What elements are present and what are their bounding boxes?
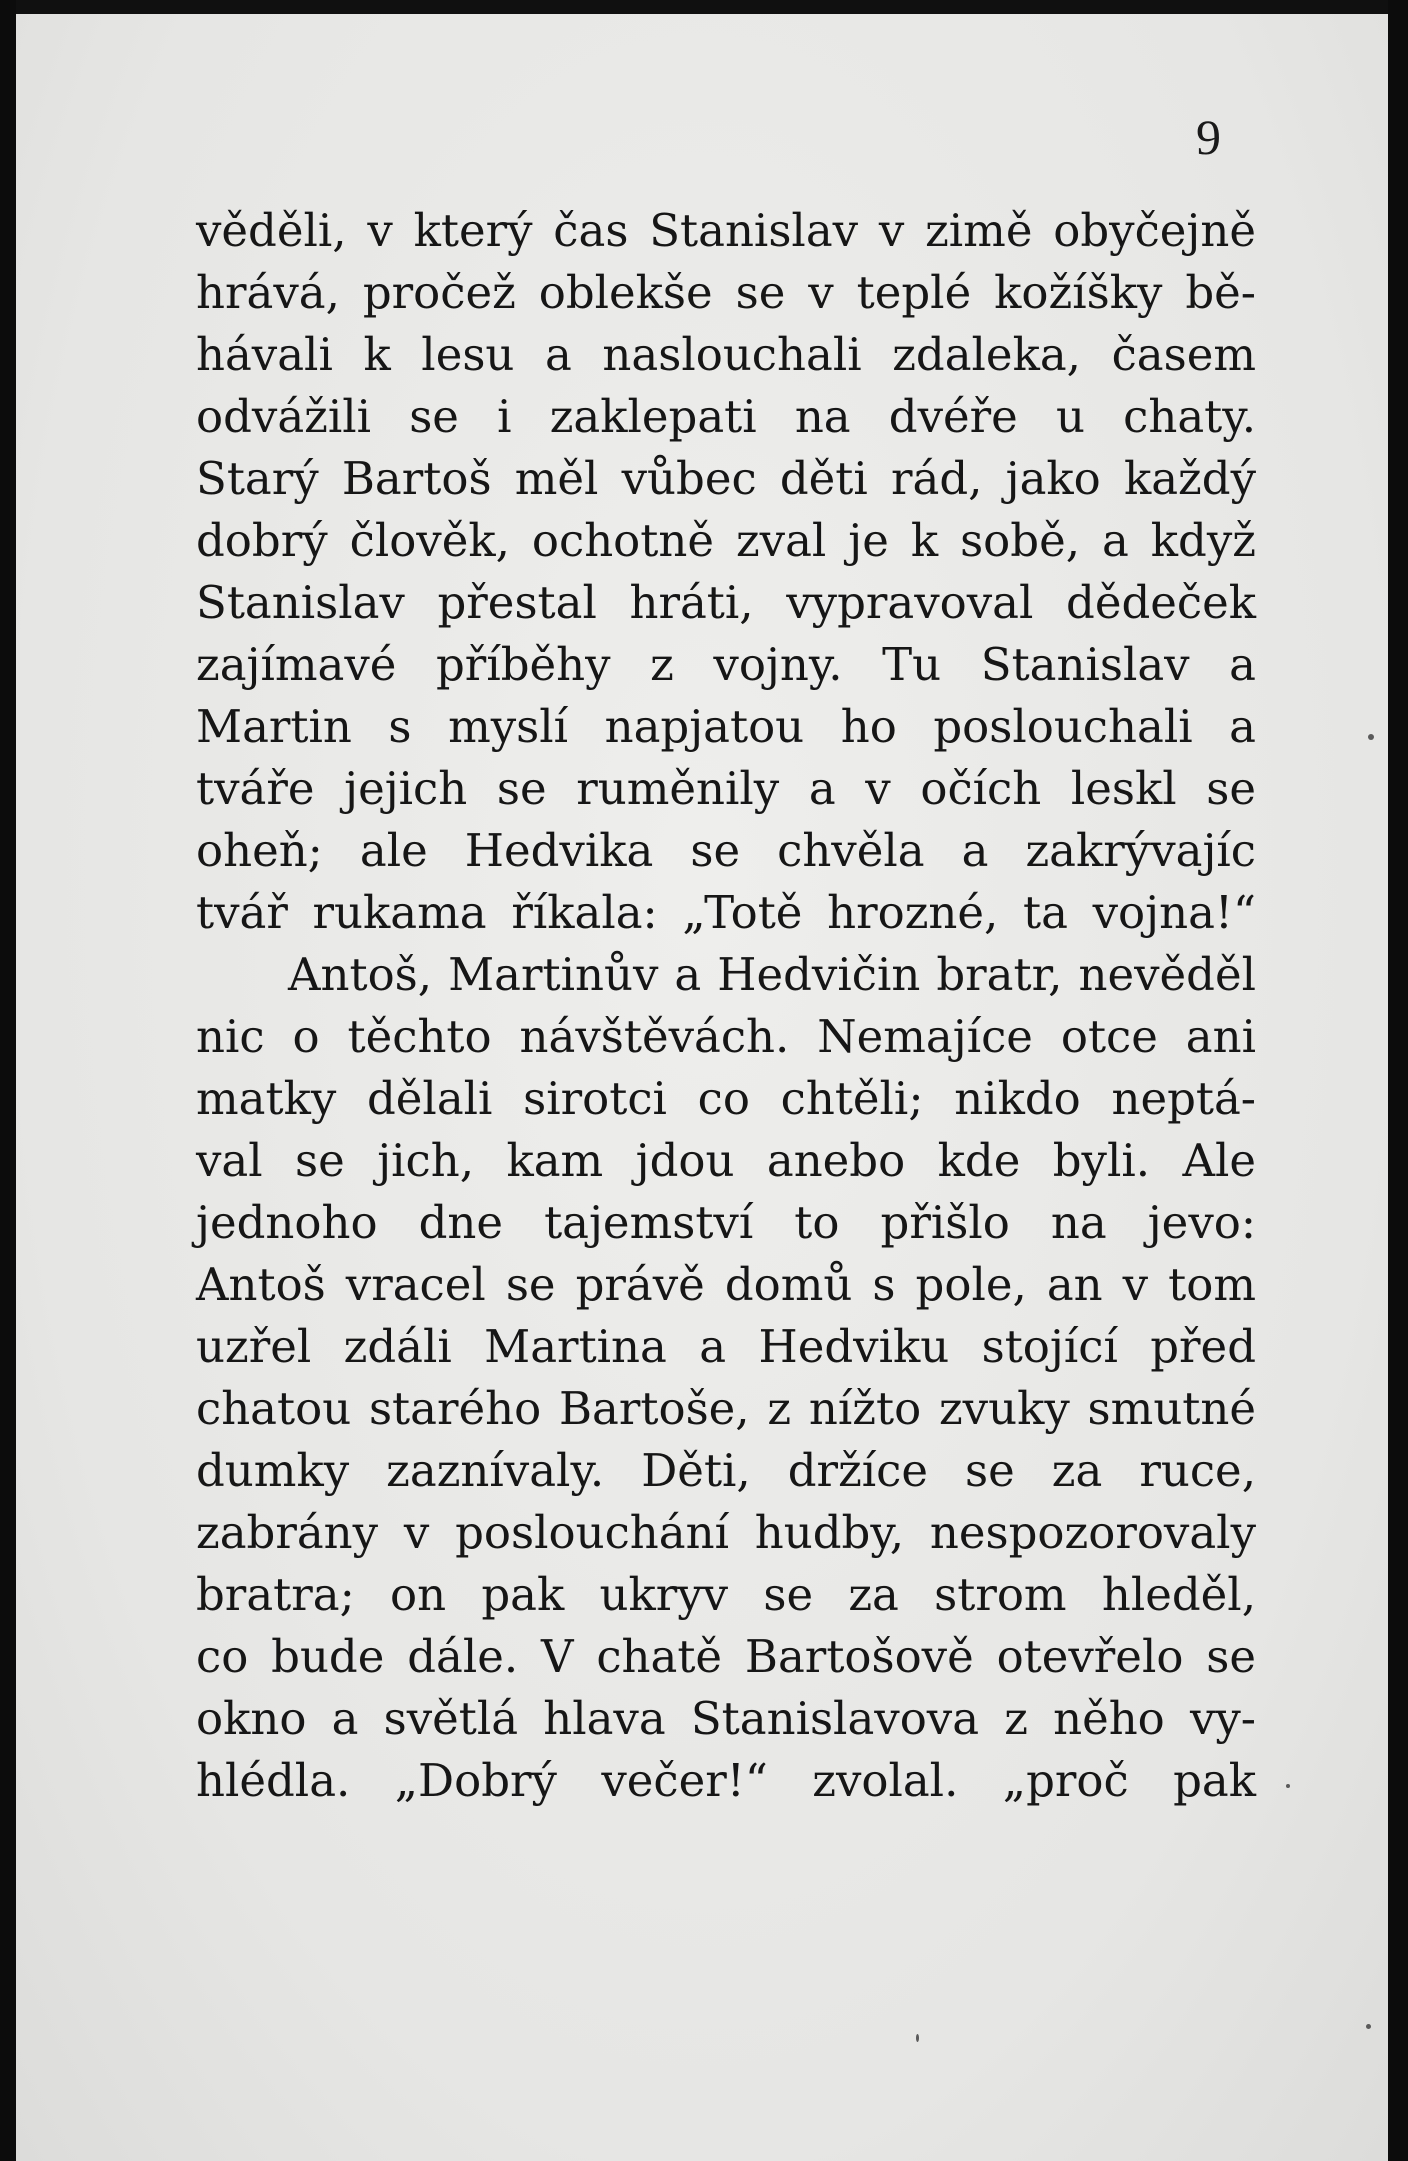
- scan-left-edge: [0, 0, 16, 2161]
- text-line: nic o těchto návštěvách. Nemajíce otce ani: [196, 1010, 1256, 1063]
- text-line: Starý Bartoš měl vůbec děti rád, jako každý: [196, 452, 1256, 505]
- paragraph-1: [196, 200, 1256, 944]
- text-line: uzřel zdáli Martina a Hedviku stojící před: [196, 1320, 1256, 1373]
- text-line: Antoš vracel se právě domů s pole, an v tom: [196, 1258, 1256, 1311]
- text-line: val se jich, kam jdou anebo kde byli. Ale: [196, 1134, 1256, 1187]
- text-line: dobrý člověk, ochotně zval je k sobě, a když: [196, 514, 1256, 567]
- scan-speck: [916, 2034, 919, 2042]
- text-line: odvážili se i zaklepati na dvéře u chaty.: [196, 390, 1256, 443]
- text-line: matky dělali sirotci co chtěli; nikdo neptá-: [196, 1072, 1256, 1125]
- scan-speck: [1286, 1784, 1290, 1788]
- text-line: oheň; ale Hedvika se chvěla a zakrývajíc: [196, 824, 1256, 877]
- text-line: hávali k lesu a naslouchali zdaleka, časem: [196, 328, 1256, 381]
- text-line: okno a světlá hlava Stanislavova z něho vy-: [196, 1692, 1256, 1745]
- book-page: [16, 14, 1388, 2161]
- scan-speck: [1366, 2024, 1371, 2029]
- text-line: tvář rukama říkala: „Totě hrozné, ta vojna!“: [196, 886, 1256, 939]
- paragraph-2: [196, 944, 1256, 1812]
- text-line: hlédla. „Dobrý večer!“ zvolal. „proč pak: [196, 1754, 1256, 1807]
- text-line: jednoho dne tajemství to přišlo na jevo:: [196, 1196, 1256, 1249]
- text-line: bratra; on pak ukryv se za strom hleděl,: [196, 1568, 1256, 1621]
- text-line: Martin s myslí napjatou ho poslouchali a: [196, 700, 1256, 753]
- text-line: Stanislav přestal hráti, vypravoval dědeček: [196, 576, 1256, 629]
- page-number: 9: [1196, 109, 1221, 165]
- text-line: zajímavé příběhy z vojny. Tu Stanislav a: [196, 638, 1256, 691]
- scan-speck: [1368, 734, 1374, 740]
- text-line: dumky zaznívaly. Děti, držíce se za ruce,: [196, 1444, 1256, 1497]
- scan-right-edge: [1388, 0, 1408, 2161]
- body-text: [196, 200, 1256, 1812]
- text-line: zabrány v poslouchání hudby, nespozorovaly: [196, 1506, 1256, 1559]
- text-line: věděli, v který čas Stanislav v zimě obyčejně: [196, 204, 1256, 257]
- text-line: co bude dále. V chatě Bartošově otevřelo se: [196, 1630, 1256, 1683]
- text-line: tváře jejich se ruměnily a v očích leskl se: [196, 762, 1256, 815]
- text-line: Antoš, Martinův a Hedvičin bratr, nevěděl: [288, 948, 1256, 1001]
- text-line: hrává, pročež oblekše se v teplé kožíšky bě-: [196, 266, 1256, 319]
- text-line: chatou starého Bartoše, z nížto zvuky smutné: [196, 1382, 1256, 1435]
